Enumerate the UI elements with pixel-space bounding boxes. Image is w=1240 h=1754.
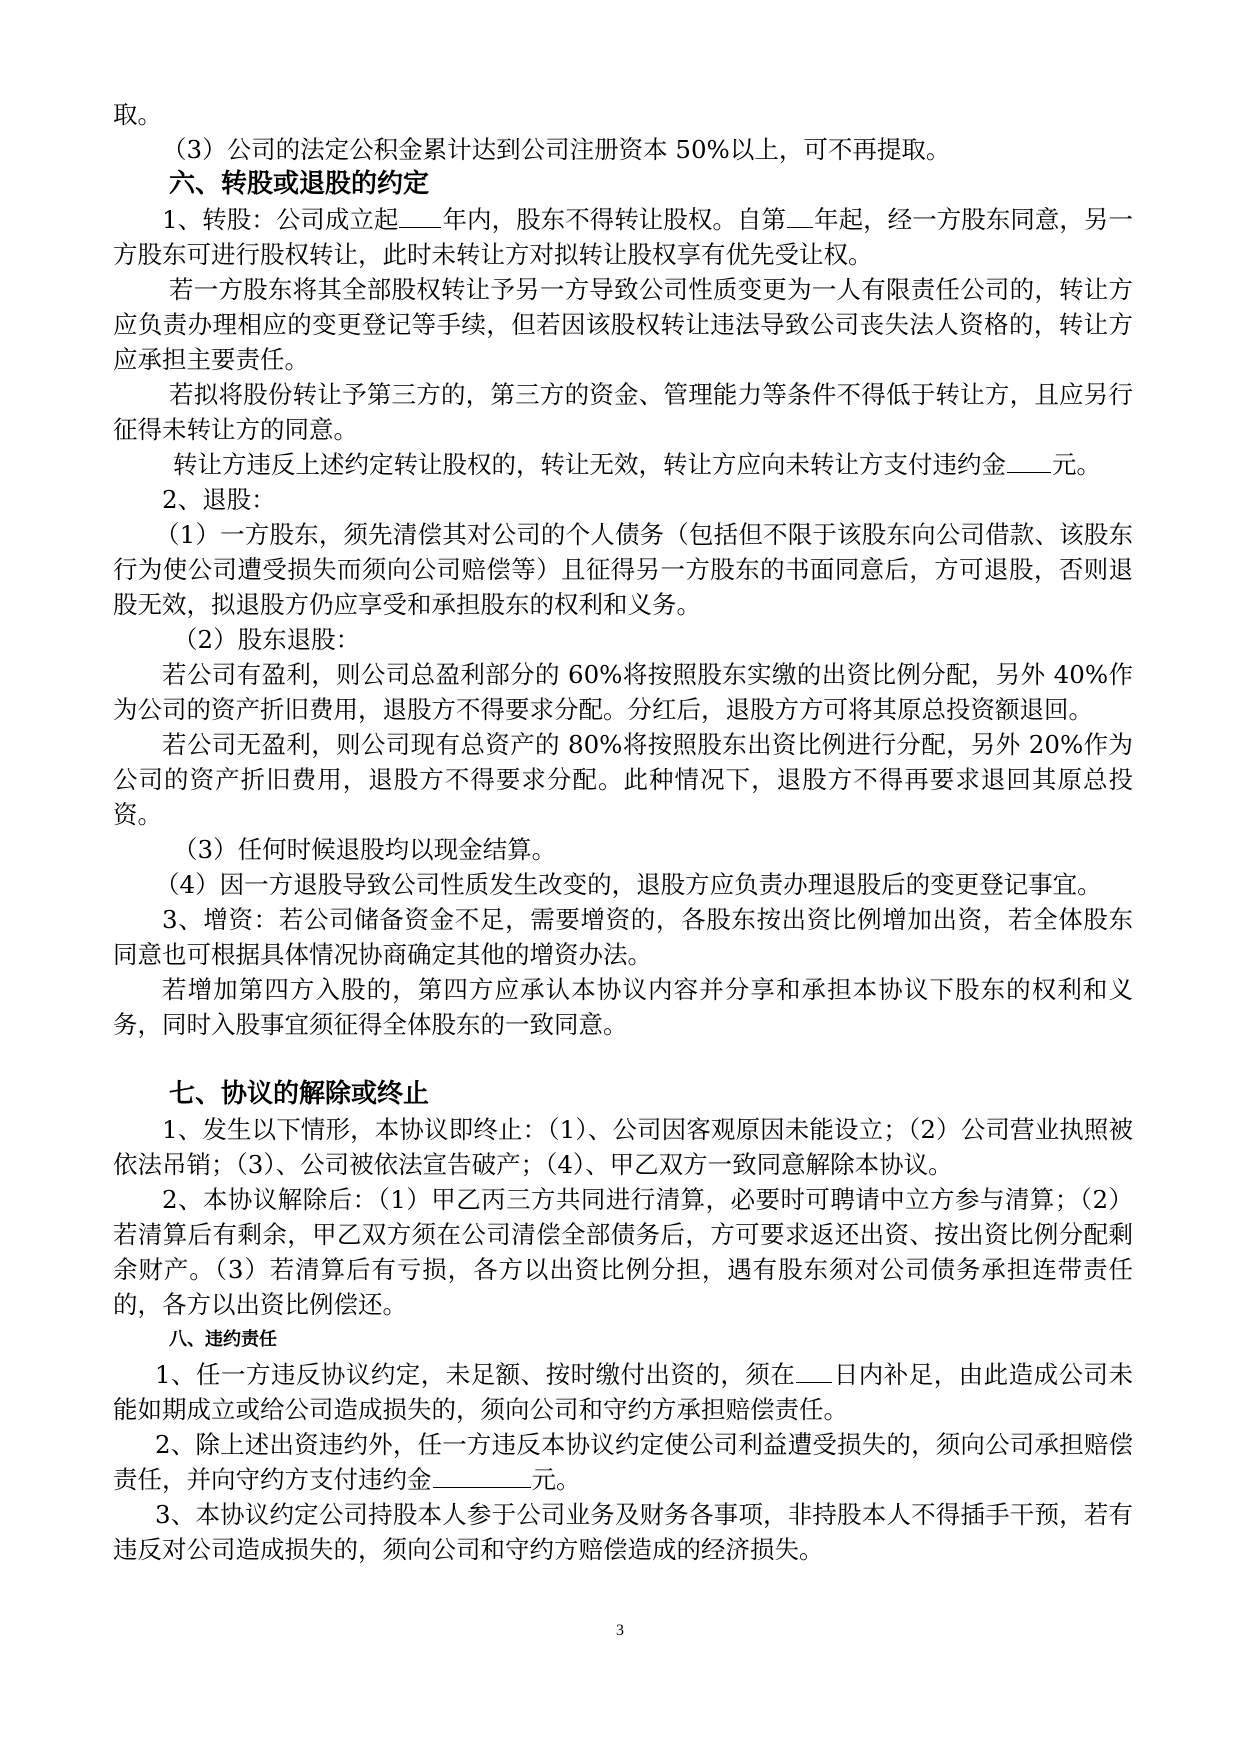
paragraph-fourth-party: 若增加第四方入股的，第四方应承认本协议内容并分享和承担本协议下股东的权利和义务，同时入股事宜须征得全体股东的一致同意。: [113, 975, 1133, 1039]
paragraph-withdrawal-1: （1）一方股东，须先清偿其对公司的个人债务（包括但不限于该股东向公司借款、该股东行为使公司遭受损失而须向公司赔偿等）且征得另一方股东的书面同意后，方可退股，否则退股无效，拟退股方仍应享受和承担股东的权利和义务。: [113, 520, 1133, 619]
paragraph-transfer-penalty: [113, 447, 1133, 482]
text-fragment: 元。: [531, 1465, 581, 1494]
text-fragment: 1、转股：公司成立起: [162, 205, 399, 234]
section-heading-7: 七、协议的解除或终止: [169, 1079, 430, 1109]
paragraph-withdrawal-title: 2、退股：: [162, 485, 276, 514]
text-fragment: 1、任一方违反协议约定，未足额、按时缴付出资的，须在: [155, 1360, 796, 1389]
paragraph-continuation: 取。: [113, 100, 162, 129]
text-fragment: 元。: [1052, 450, 1101, 479]
paragraph-third-party: 若拟将股份转让予第三方的，第三方的资金、管理能力等条件不得低于转让方，且应另行征得未转让方的同意。: [113, 380, 1133, 444]
paragraph-full-transfer: 若一方股东将其全部股权转让予另一方导致公司性质变更为一人有限责任公司的，转让方应负责办理相应的变更登记等手续，但若因该股权转让违法导致公司丧失法人资格的，转让方应承担主要责任。: [113, 275, 1133, 374]
section-heading-6: 六、转股或退股的约定: [169, 169, 430, 199]
blank-line: [787, 205, 813, 228]
text-fragment: 2、除上述出资违约外，任一方违反本协议约定使公司利益遭受损失的，须向公司承担赔偿责任，并向守约方支付违约金: [113, 1430, 1133, 1494]
paragraph-breach-3: 3、本协议约定公司持股本人参于公司业务及财务各事项，非持股本人不得插手干预，若有违反对公司造成损失的，须向公司和守约方赔偿造成的经济损失。: [113, 1500, 1133, 1564]
blank-line: [399, 205, 441, 228]
paragraph-liquidation: 2、本协议解除后：（1）甲乙丙三方共同进行清算，必要时可聘请中立方参与清算；（2）若清算后有剩余，甲乙双方须在公司清偿全部债务后，方可要求返还出资、按出资比例分配剩余财产。（3）若清算后有亏损，各方以出资比例分担，遇有股东须对公司债务承担连带责任的，各方以出资比例偿还。: [113, 1185, 1133, 1319]
paragraph-breach-2: [113, 1427, 1133, 1497]
paragraph-profit: 若公司有盈利，则公司总盈利部分的 60%将按照股东实缴的出资比例分配，另外 40%作为公司的资产折旧费用，退股方不得要求分配。分红后，退股方方可将其原总投资额退回。: [113, 660, 1133, 724]
text-fragment: 年起，经一方股东同意，另一方股东可进行股权转让，此时未转让方对拟转让股权享有优先受让权。: [113, 205, 1134, 269]
paragraph-share-transfer: [113, 202, 1133, 272]
paragraph-capital-increase: 3、增资：若公司储备资金不足，需要增资的，各股东按出资比例增加出资，若全体股东同意也可根据具体情况协商确定其他的增资办法。: [113, 905, 1133, 969]
paragraph-breach-1: [113, 1357, 1133, 1427]
text-fragment: 年内，股东不得转让股权。自第: [442, 205, 787, 234]
paragraph-termination: 1、发生以下情形，本协议即终止：（1）、公司因客观原因未能设立；（2）公司营业执照被依法吊销；（3）、公司被依法宣告破产；（4）、甲乙双方一致同意解除本协议。: [113, 1115, 1133, 1179]
page-number: 3: [616, 1622, 624, 1639]
document-body: [113, 97, 1133, 1567]
text-fragment: 转让方违反上述约定转让股权的，转让无效，转让方应向未转让方支付违约金: [173, 450, 1006, 479]
blank-line: [433, 1465, 531, 1488]
spacer: [113, 1042, 1133, 1077]
paragraph-withdrawal-4: （4）因一方退股导致公司性质发生改变的，退股方应负责办理退股后的变更登记事宜。: [155, 870, 1102, 899]
text-fragment: 日内补足，由此造成公司未能如期成立或给公司造成损失的，须向公司和守约方承担赔偿责任。: [113, 1360, 1133, 1424]
paragraph-reserve-fund: （3）公司的法定公积金累计达到公司注册资本 50%以上，可不再提取。: [162, 135, 951, 164]
paragraph-withdrawal-3: （3）任何时候退股均以现金结算。: [173, 835, 557, 864]
blank-line: [796, 1360, 832, 1383]
paragraph-no-profit: 若公司无盈利，则公司现有总资产的 80%将按照股东出资比例进行分配，另外 20%作为公司的资产折旧费用，退股方不得要求分配。此种情况下，退股方不得再要求退回其原总投资。: [113, 730, 1133, 829]
paragraph-withdrawal-2: （2）股东退股：: [173, 625, 361, 654]
section-heading-8: 八、违约责任: [169, 1329, 277, 1350]
blank-line: [1007, 450, 1051, 473]
